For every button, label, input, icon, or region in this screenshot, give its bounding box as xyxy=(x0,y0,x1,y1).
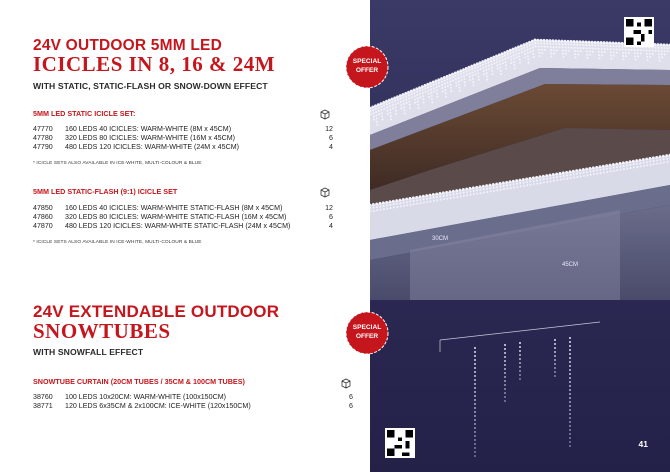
product-qty: 12 xyxy=(325,125,333,133)
badge-line1: SPECIAL xyxy=(352,58,382,65)
product-qty: 6 xyxy=(349,402,353,410)
product-desc: 100 LEDS 10x20CM: WARM-WHITE (100x150CM) xyxy=(65,393,226,401)
qr-code-icon xyxy=(624,17,654,47)
led-lights xyxy=(370,0,670,472)
length-label-a: 30CM xyxy=(432,236,449,242)
badge-line2: OFFER xyxy=(355,67,379,74)
product-desc: 320 LEDS 80 ICICLES: WARM-WHITE STATIC-FLASH (16M x 45CM) xyxy=(65,213,287,221)
product-qty: 12 xyxy=(325,204,333,212)
product-desc: 320 LEDS 80 ICICLES: WARM-WHITE (16M x 45CM) xyxy=(65,134,236,142)
availability-note: * ICICLE SETS ALSO AVAILABLE IN ICE-WHITE, MULTI-COLOUR & BLUE xyxy=(33,161,202,166)
flash-set-title: 5MM LED STATIC-FLASH (9:1) ICICLE SET xyxy=(33,187,178,196)
product-qty: 4 xyxy=(329,143,333,151)
icicles-heading-line2: ICICLES IN 8, 16 & 24M xyxy=(33,52,276,76)
snowtubes-subheading: WITH SNOWFALL EFFECT xyxy=(33,347,144,357)
box-qty-icon xyxy=(340,377,352,389)
product-code: 47780 xyxy=(33,134,53,142)
page-number: 41 xyxy=(638,439,648,449)
badge-line1: SPECIAL xyxy=(352,324,382,331)
static-set-title: 5MM LED STATIC ICICLE SET: xyxy=(33,109,136,118)
product-code: 38771 xyxy=(33,402,53,410)
product-code: 47870 xyxy=(33,222,53,230)
snowtubes-heading-line2: SNOWTUBES xyxy=(33,319,171,343)
product-code: 38760 xyxy=(33,393,53,401)
box-qty-icon xyxy=(319,108,331,120)
product-desc: 160 LEDS 40 ICICLES: WARM-WHITE (8M x 45CM) xyxy=(65,125,232,133)
special-offer-badge xyxy=(344,44,390,90)
product-code: 47850 xyxy=(33,204,53,212)
product-code: 47770 xyxy=(33,125,53,133)
product-desc: 160 LEDS 40 ICICLES: WARM-WHITE STATIC-FLASH (8M x 45CM) xyxy=(65,204,283,212)
snowtubes-heading-line1: 24V EXTENDABLE OUTDOOR xyxy=(33,302,280,321)
product-qty: 4 xyxy=(329,222,333,230)
product-photo xyxy=(370,0,670,472)
curtain-title: SNOWTUBE CURTAIN (20CM TUBES / 35CM & 100CM TUBES) xyxy=(33,377,245,386)
product-code: 47790 xyxy=(33,143,53,151)
product-desc: 480 LEDS 120 ICICLES: WARM-WHITE STATIC-FLASH (24M x 45CM) xyxy=(65,222,291,230)
box-qty-icon xyxy=(319,186,331,198)
icicles-subheading: WITH STATIC, STATIC-FLASH OR SNOW-DOWN EFFECT xyxy=(33,81,268,91)
badge-line2: OFFER xyxy=(355,333,379,340)
product-code: 47860 xyxy=(33,213,53,221)
special-offer-badge xyxy=(344,310,390,356)
product-desc: 120 LEDS 6x35CM & 2x100CM: ICE-WHITE (120x150CM) xyxy=(65,402,251,410)
product-qty: 6 xyxy=(349,393,353,401)
product-qty: 6 xyxy=(329,213,333,221)
product-qty: 6 xyxy=(329,134,333,142)
availability-note: * ICICLE SETS ALSO AVAILABLE IN ICE-WHITE, MULTI-COLOUR & BLUE xyxy=(33,240,202,245)
product-desc: 480 LEDS 120 ICICLES: WARM-WHITE (24M x 45CM) xyxy=(65,143,239,151)
length-label-b: 45CM xyxy=(562,262,579,268)
icicles-heading-line1: 24V OUTDOOR 5MM LED xyxy=(33,37,222,54)
qr-code-icon xyxy=(385,428,415,458)
